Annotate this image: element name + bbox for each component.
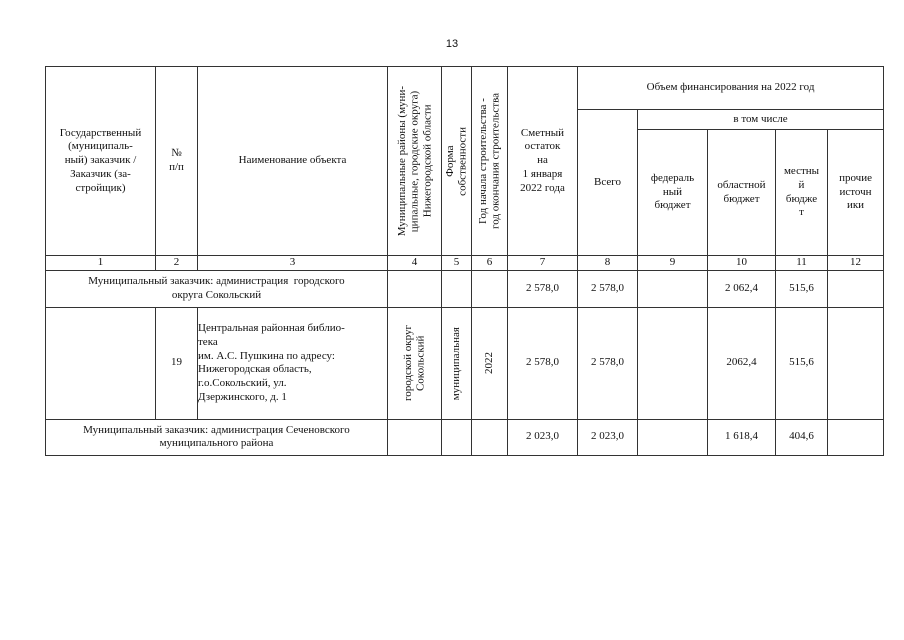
column-number: 7	[508, 256, 578, 271]
column-number: 1	[46, 256, 156, 271]
group-label: Муниципальный заказчик: администрация городского округа Сокольский	[46, 270, 388, 307]
column-number: 6	[472, 256, 508, 271]
other-value	[828, 419, 884, 455]
district-cell	[388, 307, 442, 419]
empty-cell	[472, 419, 508, 455]
header-object-name: Наименование объекта	[198, 67, 388, 256]
column-number: 8	[578, 256, 638, 271]
header-districts: Муниципальные районы (муни- ципальные, городские округа) Нижегородской области	[395, 85, 433, 237]
customer-cell	[46, 307, 156, 419]
column-number: 11	[776, 256, 828, 271]
column-number-row	[46, 256, 884, 271]
total-value: 2 023,0	[578, 419, 638, 455]
header-years-cell	[472, 67, 508, 256]
header-local: местны й бюдже т	[776, 130, 828, 256]
column-number: 2	[156, 256, 198, 271]
empty-cell	[442, 419, 472, 455]
header-federal: федераль ный бюджет	[638, 130, 708, 256]
regional-value: 1 618,4	[708, 419, 776, 455]
district-value: городской округ Сокольский	[401, 325, 427, 402]
balance-value: 2 023,0	[508, 419, 578, 455]
page-number: 13	[445, 38, 459, 50]
header-ownership: Форма собственности	[443, 126, 469, 196]
object-name: Центральная районная библио- тека им. А.С. Пушкина по адресу: Нижегородская область, г.о.Сокольский, ул. Дзержинского, д. 1	[198, 307, 388, 419]
total-value: 2 578,0	[578, 307, 638, 419]
header-ownership-cell	[442, 67, 472, 256]
years-value: 2022	[483, 352, 496, 375]
header-pp: № п/п	[156, 67, 198, 256]
empty-cell	[388, 270, 442, 307]
table-row	[46, 307, 884, 419]
balance-value: 2 578,0	[508, 307, 578, 419]
header-balance: Сметный остаток на 1 января 2022 года	[508, 67, 578, 256]
column-number: 10	[708, 256, 776, 271]
header-other: прочие источн ики	[828, 130, 884, 256]
local-value: 515,6	[776, 307, 828, 419]
header-years: Год начала строительства - год окончания строительства	[476, 93, 502, 229]
table-row	[46, 419, 884, 455]
federal-value	[638, 419, 708, 455]
column-number: 3	[198, 256, 388, 271]
federal-value	[638, 307, 708, 419]
local-value: 515,6	[776, 270, 828, 307]
empty-cell	[388, 419, 442, 455]
federal-value	[638, 270, 708, 307]
header-districts-cell	[388, 67, 442, 256]
regional-value: 2 062,4	[708, 270, 776, 307]
header-including: в том числе	[638, 110, 884, 130]
column-number: 9	[638, 256, 708, 271]
column-number: 4	[388, 256, 442, 271]
regional-value: 2062,4	[708, 307, 776, 419]
empty-cell	[472, 270, 508, 307]
header-regional: областной бюджет	[708, 130, 776, 256]
header-customer: Государственный (муниципаль- ный) заказчик / Заказчик (за- стройщик)	[46, 67, 156, 256]
header-total: Всего	[578, 110, 638, 256]
table-row	[46, 270, 884, 307]
local-value: 404,6	[776, 419, 828, 455]
group-label: Муниципальный заказчик: администрация Сеченовского муниципального района	[46, 419, 388, 455]
other-value	[828, 307, 884, 419]
pp-value: 19	[156, 307, 198, 419]
ownership-cell	[442, 307, 472, 419]
total-value: 2 578,0	[578, 270, 638, 307]
years-cell	[472, 307, 508, 419]
empty-cell	[442, 270, 472, 307]
column-number: 5	[442, 256, 472, 271]
ownership-value: муниципальная	[450, 326, 463, 400]
header-financing: Объем финансирования на 2022 год	[578, 67, 884, 110]
other-value	[828, 270, 884, 307]
column-number: 12	[828, 256, 884, 271]
balance-value: 2 578,0	[508, 270, 578, 307]
financing-table	[45, 66, 884, 456]
